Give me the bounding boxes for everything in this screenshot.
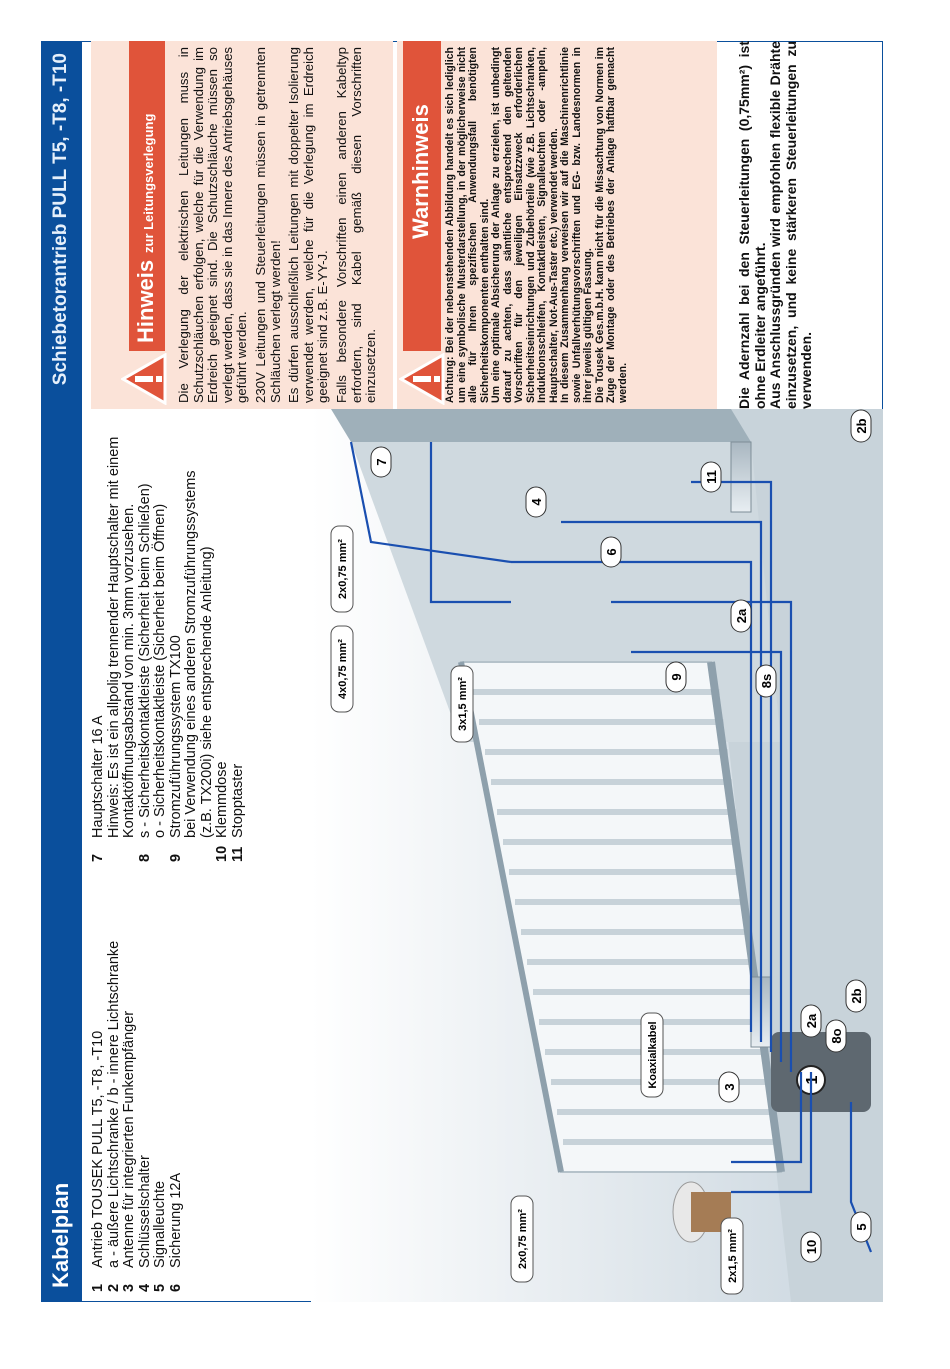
- legend-item: 7 Hauptschalter 16 A: [90, 715, 106, 862]
- hint-title: Hinweis: [133, 259, 158, 343]
- hint-paragraph: 230V Leitungen und Steuerleitungen müssen in getrennten Schläuchen verlegt werden!: [252, 47, 283, 403]
- warning-paragraph: In diesem Zusammenhang verweisen wir auf die Maschinenrichtlinie sowie Unfallverhütungsvorschriften und EG- bzw. Landesnormen in ihrer jeweils gültigen Fassung.: [559, 47, 594, 403]
- warning-paragraph: Die Tousek Ges.m.b.H. kann nicht für die Missachtung von Normen im Zuge der Montage oder des Betriebes der Anlage haftbar gemacht werden.: [593, 47, 629, 403]
- motor-unit: [771, 1032, 871, 1112]
- legend-right: [91, 437, 246, 862]
- product-title: Schiebetorantrieb PULL T5, -T8, -T10: [50, 53, 71, 386]
- legend-item: 9 Stromzuführungssystem TX100: [167, 635, 184, 862]
- svg-text:Koaxialkabel: Koaxialkabel: [647, 1021, 659, 1089]
- svg-text:5: 5: [854, 1223, 869, 1231]
- svg-text:9: 9: [669, 673, 684, 681]
- legend-item: 11 Stopptaster: [229, 763, 246, 862]
- legend-item: o - Sicherheitskontaktleiste (Sicherheit beim Öffnen): [152, 503, 168, 838]
- hint-paragraph: Es dürfen ausschließlich Leitungen mit doppelter Isolierung verwendet werden, welche für die Verlegung im Erdreich geeignet sind z.B. E-YY-J.: [286, 47, 331, 403]
- cable-label-c1: [721, 1218, 743, 1294]
- warning-box: [397, 41, 717, 409]
- callout-7: [601, 537, 621, 567]
- title-bar: [41, 41, 82, 1302]
- cable-label-coax: [641, 1013, 663, 1097]
- callout-11: [701, 462, 721, 492]
- cable-label-c3: [451, 666, 473, 742]
- callout-2b-right: [851, 410, 871, 442]
- note-paragraph: Die Adernzahl bei den Steuerleitungen (0,75mm²) ist ohne Erdleiter angeführt.: [736, 41, 768, 409]
- legend-item: 5 Signalleuchte: [152, 1180, 168, 1292]
- photocell-post-right: [731, 442, 751, 512]
- warning-title-band: [403, 41, 441, 351]
- legend-item: 8 s - Sicherheitskontaktleiste (Sicherheit beim Schließen): [136, 483, 153, 862]
- cable-plan-illustration: [311, 409, 883, 1302]
- legend-item: Kontaktöffnungsabstand von min. 3mm vorzusehen.: [121, 503, 137, 838]
- svg-text:7: 7: [374, 458, 389, 466]
- callout-2a-right: [731, 600, 751, 632]
- svg-text:2b: 2b: [854, 418, 869, 434]
- legend-item: 2 a - äußere Lichtschranke / b - innere Lichtschranke: [105, 940, 122, 1292]
- hint-subtitle: zur Leitungsverlegung: [141, 113, 156, 253]
- svg-text:2x0,75 mm²: 2x0,75 mm²: [517, 1209, 529, 1269]
- svg-text:6: 6: [604, 548, 619, 556]
- callout-2a-left: [801, 1005, 821, 1037]
- legend-item: 10 Klemmdose: [214, 761, 230, 862]
- callout-8o: [826, 1020, 846, 1052]
- warning-triangle-icon: [399, 353, 445, 405]
- svg-text:3: 3: [722, 1083, 737, 1091]
- legend-item: 4 Schlüsselschalter: [136, 1155, 153, 1292]
- svg-text:1: 1: [804, 1075, 821, 1085]
- svg-text:2b: 2b: [849, 988, 864, 1004]
- svg-text:3x1,5 mm²: 3x1,5 mm²: [457, 677, 469, 731]
- cable-label-c2: [511, 1196, 533, 1282]
- wall: [331, 409, 751, 442]
- legend-left: [91, 941, 184, 1292]
- warning-paragraph: Um eine optimale Absicherung der Anlage zu erzielen, ist unbedingt darauf zu achten, dass sämtliche entsprechend den geltenden Vorschriften für den jeweiligen Einsatzzweck erforderlichen Sicherheitseinrichtungen und Zubehörteile (wie z.B. Lichtschranken, Induktionsschleifen, Kontaktleisten, Signalleuchten oder -ampeln, Hauptschalter, Not-Aus-Taster etc.) verwendet werden.: [490, 47, 560, 403]
- wire-note: [737, 41, 815, 409]
- cable-label-c4: [331, 626, 353, 712]
- legend-item: 1 Antrieb TOUSEK PULL T5, -T8, -T10: [90, 1030, 106, 1292]
- callout-5: [851, 1212, 871, 1242]
- rotated-page: [41, 41, 883, 1302]
- svg-text:11: 11: [704, 470, 719, 484]
- cable-label-c5: [331, 526, 353, 612]
- svg-text:2x0,75 mm²: 2x0,75 mm²: [337, 539, 349, 599]
- warning-text: [445, 47, 629, 403]
- hint-title-band: [129, 41, 165, 351]
- legend-item: (z.B. TX200i) siehe entsprechende Anleitung): [198, 546, 215, 838]
- svg-text:8o: 8o: [829, 1028, 844, 1044]
- svg-text:8s: 8s: [759, 673, 774, 689]
- svg-text:2x1,5 mm²: 2x1,5 mm²: [727, 1229, 739, 1283]
- callout-3: [719, 1072, 739, 1102]
- legend-item: 3 Antenne für integrierten Funkempfänger: [121, 1010, 137, 1292]
- callout-4: [526, 487, 546, 517]
- warning-triangle-icon: [121, 353, 167, 405]
- page-title: Kabelplan: [48, 1182, 73, 1288]
- hint-paragraph: Falls besondere Vorschriften einen anderen Kabeltyp erfordern, sind Kabel gemäß diesen Vorschriften einzusetzen.: [333, 47, 379, 403]
- callout-6: [371, 447, 391, 477]
- svg-text:10: 10: [804, 1239, 819, 1255]
- svg-text:2a: 2a: [804, 1013, 819, 1029]
- svg-text:2a: 2a: [734, 608, 749, 624]
- callout-9: [666, 662, 686, 692]
- hint-text: [177, 47, 383, 403]
- callout-2b-left: [846, 980, 866, 1012]
- callout-8s: [756, 665, 776, 697]
- hint-paragraph: Die Verlegung der elektrischen Leitungen muss in Schutzschläuchen erfolgen, welche für die Verwendung im Erdreich geeignet sind. Die Schutzschläuche müssen so verlegt werden, dass sie in das Innere des Antriebsgehäuses geführt werden.: [176, 47, 250, 403]
- svg-text:4: 4: [529, 498, 544, 506]
- warning-title: Warnhinweis: [408, 104, 433, 239]
- warning-paragraph: Achtung: Bei der nebenstehenden Abbildung handelt es sich lediglich um eine symbolische Musterdarstellung, in der möglicherweise nicht alle für Ihren spezifischen Anwendungsfall benötigten Sicherheitskomponenten enthalten sind.: [444, 47, 491, 403]
- hint-box: [91, 41, 393, 409]
- legend-item: Hinweis: Es ist ein allpolig trennender Hauptschalter mit einem: [105, 436, 122, 838]
- note-paragraph: Aus Anschlussgründen wird empfohlen flexible Drähte einzusetzen, und keine stärkeren Steuerleitungen zu verwenden.: [767, 41, 814, 409]
- svg-text:4x0,75 mm²: 4x0,75 mm²: [337, 639, 349, 699]
- callout-10: [801, 1232, 821, 1262]
- legend-item: bei Verwendung eines anderen Stromzuführungssystems: [183, 470, 199, 838]
- legend-item: 6 Sicherung 12A: [167, 1172, 184, 1292]
